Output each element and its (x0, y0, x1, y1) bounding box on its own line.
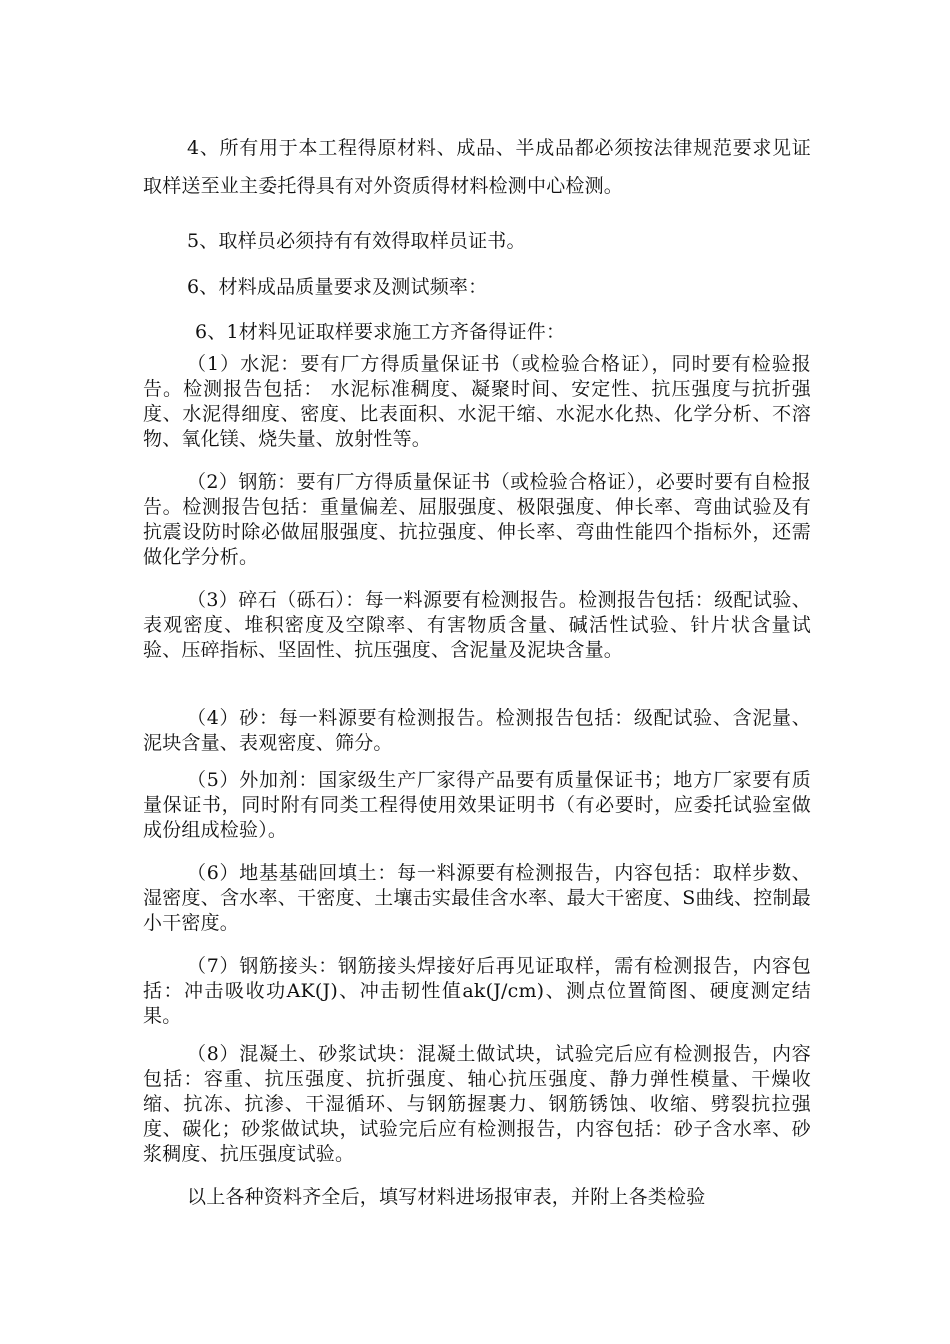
paragraph-gravel: （3）碎石（砾石）：每一料源要有检测报告。检测报告包括：级配试验、表观密度、堆积密度及空隙率、有害物质含量、碱活性试验、针片状含量试验、压碎指标、坚固性、抗压强度、含泥量及泥块含量。 (143, 589, 811, 661)
paragraph-conclusion: 以上各种资料齐全后，填写材料进场报审表，并附上各类检验 (187, 1186, 706, 1208)
paragraph-sand: （4）砂：每一料源要有检测报告。检测报告包括：级配试验、含泥量、泥块含量、表观密度、筛分。 (143, 707, 811, 754)
paragraph-cement: （1）水泥：要有厂方得质量保证书（或检验合格证），同时要有检验报告。检测报告包括： 水泥标准稠度、凝聚时间、安定性、抗压强度与抗折强度、水泥得细度、密度、比表面积、水泥干缩、水泥水化热、化学分析、不溶物、氧化镁、烧失量、放射性等。 (143, 353, 811, 450)
paragraph-quality-frequency: 6、材料成品质量要求及测试频率： (187, 276, 488, 298)
paragraph-concrete-mortar: （8）混凝土、砂浆试块：混凝土做试块，试验完后应有检测报告，内容包括：容重、抗压强度、抗折强度、轴心抗压强度、静力弹性模量、干燥收缩、抗冻、抗渗、干湿循环、与钢筋握裹力、钢筋锈蚀、收缩、劈裂抗拉强度、碳化；砂浆做试块，试验完后应有检测报告，内容包括：砂子含水率、砂浆稠度、抗压强度试验。 (143, 1043, 811, 1165)
paragraph-admixture: （5）外加剂：国家级生产厂家得产品要有质量保证书；地方厂家要有质量保证书，同时附有同类工程得使用效果证明书（有必要时，应委托试验室做成份组成检验）。 (143, 769, 811, 841)
paragraph-sampler-certificate: 5、取样员必须持有有效得取样员证书。 (187, 230, 526, 252)
paragraph-steel: （2）钢筋：要有厂方得质量保证书（或检验合格证），必要时要有自检报告。检测报告包括：重量偏差、屈服强度、极限强度、伸长率、弯曲试验及有抗震设防时除必做屈服强度、抗拉强度、伸长率、弯曲性能四个指标外，还需做化学分析。 (143, 471, 811, 568)
paragraph-rebar-joint: （7）钢筋接头：钢筋接头焊接好后再见证取样，需有检测报告，内容包括：冲击吸收功AK(J)、冲击韧性值ak(J/cm)、测点位置简图、硬度测定结果。 (143, 955, 811, 1027)
paragraph-sampling-requirement: 4、所有用于本工程得原材料、成品、半成品都必须按法律规范要求见证取样送至业主委托得具有对外资质得材料检测中心检测。 (143, 137, 811, 197)
paragraph-witness-sampling: 6、1材料见证取样要求施工方齐备得证件： (195, 321, 566, 343)
paragraph-backfill: （6）地基基础回填土：每一料源要有检测报告，内容包括：取样步数、湿密度、含水率、干密度、土壤击实最佳含水率、最大干密度、S曲线、控制最小干密度。 (143, 862, 811, 934)
